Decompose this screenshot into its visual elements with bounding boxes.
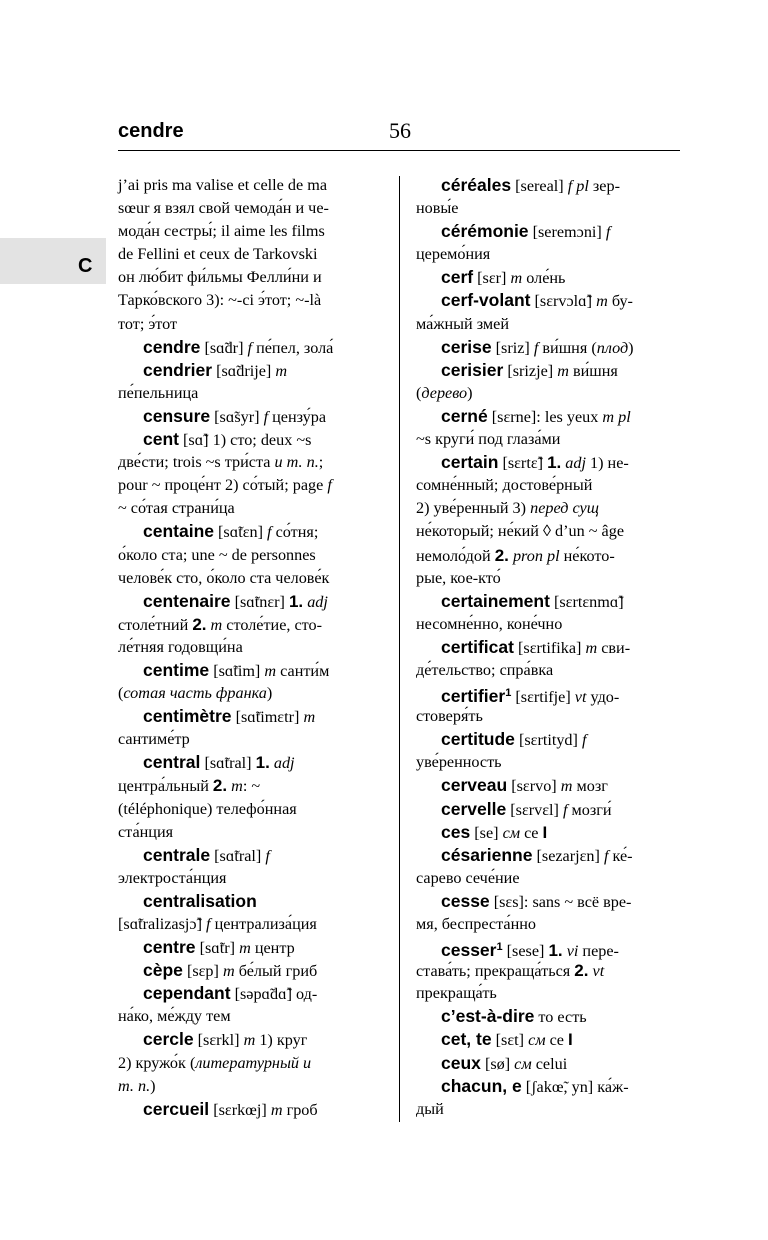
sense-number: 1. — [547, 453, 562, 473]
entry-text: зер- — [588, 177, 620, 195]
entry-text: [sɛrkl] — [193, 1031, 244, 1050]
grammar-label: m — [270, 1100, 283, 1119]
entry-text: сантиме́тр — [118, 730, 190, 749]
headword: cérémonie — [441, 221, 529, 242]
entry-line — [118, 1028, 368, 1051]
grammar-label: плод — [596, 338, 629, 357]
entry-line — [416, 913, 680, 936]
entry-text: мозг — [572, 777, 608, 796]
entry-text: мода́н сестры́; il aime les films — [118, 222, 325, 241]
grammar-label: m pl — [602, 407, 631, 426]
entry-text: [sɑ̃tr] — [195, 939, 240, 958]
entry-text: pour ~ проце́нт 2) со́тый; page — [118, 476, 328, 495]
entry-text: [sriz] — [491, 338, 534, 357]
grammar-label: m — [239, 939, 251, 958]
entry-text: [sɛp] — [182, 962, 223, 981]
entry-line — [118, 959, 368, 982]
entry-text: [se] — [470, 823, 503, 842]
left-column — [118, 174, 368, 1121]
grammar-label: m — [557, 361, 569, 380]
entry-text: не́который; не́кий ◊ d’un ~ âge — [416, 522, 625, 541]
entry-text: [sɛrtityd] — [514, 731, 582, 750]
grammar-label: f — [247, 338, 253, 357]
entry-text: [srizje] — [503, 361, 558, 380]
entry-text: ма́жный змей — [416, 314, 510, 333]
grammar-label: m — [264, 661, 277, 680]
entry-line — [416, 798, 680, 821]
sense-number: I — [568, 1030, 573, 1050]
entry-line — [416, 544, 680, 567]
headword: cent — [143, 429, 179, 450]
headword: ceux — [441, 1052, 481, 1073]
entry-text: [sɑ̃tralizasjɔ̃] — [118, 915, 207, 933]
grammar-label: m — [560, 777, 573, 796]
headword: cerf-volant — [441, 290, 531, 311]
entry-line — [416, 266, 680, 289]
entry-line — [416, 197, 680, 220]
entry-line — [118, 313, 368, 336]
entry-text: он лю́бит фи́льмы Фелли́ни и — [118, 268, 322, 287]
entry-text: j’ai pris ma valise et celle de ma — [118, 176, 327, 194]
grammar-label: m — [303, 708, 316, 727]
entry-text: две́сти; trois ~s три́ста — [118, 453, 275, 472]
entry-text: [sɑ̃syr] — [210, 407, 264, 426]
entry-text: [sɑ̃tral] — [210, 846, 266, 865]
headword: cerisier — [441, 359, 504, 380]
grammar-label: m — [243, 1031, 256, 1050]
grammar-label: f — [267, 523, 272, 542]
grammar-label: т. п. — [118, 1076, 151, 1095]
entry-text: [sɛrtifje] — [511, 688, 575, 707]
grammar-label: f pl — [567, 177, 589, 195]
entry-text: санти́м — [276, 661, 330, 680]
entry-text: о́коло ста; une ~ de personnes — [118, 545, 316, 564]
entry-text: [səpɑ̃dɑ̃] од- — [230, 985, 318, 1004]
entry-line — [118, 821, 368, 844]
column-divider — [399, 176, 400, 1122]
entry-line — [118, 451, 368, 474]
entry-text: пе́пел, зола́ — [252, 338, 334, 357]
entry-line — [416, 844, 680, 867]
entry-text: [sese] — [502, 942, 549, 961]
entry-text: 2) кружо́к ( — [118, 1053, 196, 1072]
entry-line — [416, 520, 680, 543]
entry-line — [416, 474, 680, 497]
sense-number: 1. — [255, 753, 270, 773]
headword: céréales — [441, 175, 512, 195]
grammar-label: m — [210, 615, 223, 634]
grammar-label: m — [275, 361, 288, 380]
homonym-index: 1 — [496, 941, 503, 954]
entry-text: гроб — [282, 1100, 318, 1119]
entry-line — [416, 1052, 680, 1075]
headword: certainement — [441, 590, 550, 611]
entry-line — [118, 1005, 368, 1028]
entry-text: столе́тний — [118, 615, 193, 634]
grammar-label: дерево — [421, 383, 468, 402]
headword: cèpe — [143, 960, 183, 981]
entry-line — [416, 289, 680, 312]
headword: centre — [143, 937, 196, 958]
header-rule — [118, 150, 680, 151]
entry-text: 1) не- — [585, 454, 629, 473]
headword: centenaire — [143, 590, 231, 611]
entry-text: ce — [545, 1031, 569, 1050]
entry-text: [sɛs]: sans ~ всё вре- — [489, 892, 632, 911]
headword: cercle — [143, 1029, 194, 1050]
entry-text: [sɛrvɛl] — [506, 800, 563, 819]
entry-text: celui — [531, 1054, 568, 1073]
entry-line — [118, 1075, 368, 1098]
entry-line — [416, 336, 680, 359]
headword: ces — [441, 821, 471, 842]
entry-text: несомне́нно, коне́чно — [416, 614, 563, 633]
grammar-label: vt — [592, 962, 605, 981]
entry-text: : ~ — [242, 777, 261, 796]
entry-text: de Fellini et ceux de Tarkovski — [118, 245, 318, 264]
entry-text: [sɛrkœj] — [209, 1100, 271, 1119]
right-column — [416, 174, 680, 1121]
entry-text: ви́шня — [568, 361, 618, 380]
headword: cendre — [143, 336, 201, 357]
entry-line — [416, 567, 680, 590]
headword: centrale — [143, 844, 211, 865]
entry-line — [416, 497, 680, 520]
entry-line — [118, 913, 368, 936]
entry-text: центра́льный — [118, 777, 213, 796]
entry-text: ста́нция — [118, 822, 174, 841]
entry-line — [416, 382, 680, 405]
headword: certain — [441, 452, 499, 473]
grammar-label: pron pl — [512, 546, 560, 565]
entry-text: ви́шня ( — [538, 338, 597, 357]
entry-text: уве́ренность — [416, 753, 502, 772]
entry-line — [416, 313, 680, 336]
entry-text: [sɑ̃tral] — [200, 754, 256, 773]
entry-text: не́кото- — [559, 546, 615, 565]
entry-text: ~ со́тая страни́ца — [118, 499, 235, 518]
grammar-label: литературный и — [195, 1053, 312, 1072]
entry-text: централиза́ция — [210, 915, 317, 933]
grammar-label: m — [222, 962, 235, 981]
entry-text: немоло́дой — [416, 546, 495, 565]
grammar-label: f — [581, 731, 587, 750]
entry-text: прекраща́ть — [416, 984, 497, 1003]
entry-text: [ʃakœ̃, yn] ка́ж- — [521, 1077, 629, 1096]
entry-text: цензу́ра — [268, 407, 327, 426]
grammar-label: adj — [307, 592, 328, 611]
grammar-label: f — [533, 338, 539, 357]
headword: cerveau — [441, 775, 508, 796]
entry-text: сарево сече́ние — [416, 868, 520, 887]
headword: centimètre — [143, 706, 232, 727]
headword: centime — [143, 659, 210, 680]
entry-text: ке́- — [608, 846, 633, 865]
headword: cerise — [441, 336, 492, 357]
entry-line — [118, 936, 368, 959]
headword: cercueil — [143, 1098, 210, 1119]
sense-number: 2. — [212, 776, 228, 796]
grammar-label: adj — [273, 754, 295, 773]
entry-text: става́ть; прекраща́ться — [416, 962, 575, 981]
entry-line — [118, 474, 368, 497]
entry-line — [416, 359, 680, 382]
entry-text: тот; э́тот — [118, 314, 178, 333]
entry-line — [416, 1075, 680, 1098]
grammar-label: vi — [566, 942, 579, 961]
headword: censure — [143, 405, 211, 426]
entry-line — [118, 266, 368, 289]
entry-line — [416, 243, 680, 266]
entry-line — [118, 174, 368, 197]
entry-line — [118, 636, 368, 659]
entry-line — [416, 1028, 680, 1051]
entry-text: [sɛr] — [473, 269, 511, 288]
sense-number: 1. — [288, 591, 304, 611]
entry-text: [sɛrvɔlɑ̃] — [530, 292, 597, 311]
entry-text: sœur я взял свой чемода́н и че- — [118, 199, 329, 218]
grammar-label: f — [263, 407, 269, 426]
page-number: 56 — [389, 118, 411, 143]
entry-line — [118, 682, 368, 705]
running-head — [118, 118, 680, 152]
headword: certificat — [441, 636, 514, 657]
entry-line — [118, 359, 368, 382]
entry-text: пе́пельница — [118, 383, 199, 402]
grammar-label: f — [265, 846, 270, 865]
entry-line — [118, 520, 368, 543]
entry-line — [118, 890, 368, 913]
entry-line — [416, 936, 680, 959]
entry-line — [416, 1098, 680, 1121]
entry-line — [416, 751, 680, 774]
entry-text: ) — [628, 338, 634, 357]
entry-text: ( — [416, 383, 422, 402]
entry-line — [118, 567, 368, 590]
entry-line — [416, 659, 680, 682]
entry-line — [118, 867, 368, 890]
grammar-label: f — [327, 476, 332, 495]
entry-text: [sɑ̃timɛtr] — [231, 708, 304, 727]
entry-text: электроста́нция — [118, 868, 227, 887]
running-head-word: cendre — [118, 120, 184, 142]
entry-line — [118, 774, 368, 797]
entry-text: [sɛrtɛ̃] — [498, 454, 548, 473]
grammar-label: перед сущ — [530, 499, 599, 518]
headword: cet, te — [441, 1029, 492, 1050]
entry-text: центр — [250, 939, 295, 958]
entry-line — [118, 497, 368, 520]
headword: cervelle — [441, 798, 507, 819]
entry-line — [118, 1098, 368, 1121]
entry-line — [118, 659, 368, 682]
entry-line — [118, 289, 368, 312]
entry-text: [sɑ̃] 1) сто; deux ~s — [178, 431, 312, 450]
entry-text: [sɛrne]: les yeux — [487, 407, 603, 426]
entry-text: [sø] — [480, 1054, 515, 1073]
entry-line — [118, 405, 368, 428]
entry-text: мя, беспреста́нно — [416, 915, 536, 933]
entry-line — [118, 544, 368, 567]
headword: cerf — [441, 267, 474, 288]
headword: central — [143, 752, 201, 773]
entry-line — [118, 336, 368, 359]
grammar-label: и т. п. — [274, 453, 319, 472]
entry-line — [118, 705, 368, 728]
entry-line — [118, 197, 368, 220]
entry-text: 2) уве́ренный 3) — [416, 499, 531, 518]
homonym-index: 1 — [505, 687, 512, 700]
sense-number: 1. — [548, 941, 563, 961]
entry-line — [416, 682, 680, 705]
entry-line — [416, 220, 680, 243]
headword: centaine — [143, 521, 214, 542]
entry-line — [416, 1005, 680, 1028]
entry-line — [118, 590, 368, 613]
entry-text: пере- — [578, 942, 619, 961]
entry-line — [416, 821, 680, 844]
sense-number: 2. — [192, 614, 207, 634]
entry-text: [sereal] — [511, 177, 568, 195]
entry-text: церемо́ния — [416, 245, 491, 264]
entry-text: [sɛrvo] — [507, 777, 561, 796]
entry-line — [118, 1052, 368, 1075]
entry-line — [416, 959, 680, 982]
entry-text: сви- — [597, 638, 631, 657]
entry-text: новы́е — [416, 199, 459, 218]
entry-line — [416, 174, 680, 197]
entry-line — [416, 890, 680, 913]
grammar-label: m — [596, 292, 608, 311]
entry-line — [416, 451, 680, 474]
entry-line — [118, 844, 368, 867]
entry-line — [118, 728, 368, 751]
entry-line — [416, 590, 680, 613]
grammar-label: f — [206, 915, 211, 933]
entry-line — [416, 867, 680, 890]
entry-text: [sɑ̃tim] — [209, 661, 265, 680]
headword: césarienne — [441, 844, 533, 865]
entry-text: на́ко, ме́жду тем — [118, 1007, 231, 1026]
entry-line — [416, 982, 680, 1005]
entry-text: [sezarjɛn] — [532, 846, 604, 865]
entry-text: со́тня; — [271, 523, 319, 542]
grammar-label: m — [231, 777, 243, 796]
headword: c’est-à-dire — [441, 1006, 535, 1027]
sense-number: 2. — [574, 961, 589, 981]
grammar-label: m — [585, 638, 598, 657]
entry-line — [416, 428, 680, 451]
entry-line — [118, 982, 368, 1005]
entry-line — [416, 613, 680, 636]
entry-text: [sɑ̃dr] — [200, 338, 248, 357]
headword: certifier — [441, 686, 506, 707]
entry-text: челове́к сто, о́коло ста челове́к — [118, 568, 330, 587]
headword: cendrier — [143, 359, 213, 380]
entry-line — [118, 751, 368, 774]
entry-line — [118, 243, 368, 266]
entry-line — [118, 220, 368, 243]
grammar-label: см — [514, 1054, 532, 1073]
headword: certitude — [441, 729, 515, 750]
grammar-label: f — [603, 846, 609, 865]
entry-text: Тарко́вского 3): ~-ci э́тот; ~-là — [118, 291, 322, 310]
grammar-label: adj — [565, 454, 586, 473]
entry-text: то есть — [534, 1008, 587, 1027]
sense-number: 2. — [494, 545, 509, 565]
entry-text: ce — [520, 823, 543, 842]
headword: cesse — [441, 890, 490, 911]
entry-text: [sɑ̃drije] — [212, 361, 276, 380]
entry-line — [416, 405, 680, 428]
entry-text: ) — [266, 684, 273, 703]
entry-text: [sɛrtifika] — [513, 638, 586, 657]
entry-text: ; — [318, 453, 324, 472]
entry-text: ~s круги́ под глаза́ми — [416, 430, 561, 449]
entry-line — [416, 705, 680, 728]
grammar-label: m — [510, 269, 523, 288]
entry-text: сомне́нный; достове́рный — [416, 476, 593, 495]
entry-text: ) — [150, 1076, 156, 1095]
headword: cesser — [441, 940, 497, 961]
entry-line — [118, 798, 368, 821]
grammar-label: vt — [574, 688, 587, 707]
entry-text: де́тельство; спра́вка — [416, 660, 554, 679]
entry-text: [sɑ̃tnɛr] — [230, 592, 289, 611]
headword: cependant — [143, 983, 231, 1004]
entry-text: рые, кое-кто́ — [416, 568, 501, 587]
entry-text: оле́нь — [522, 269, 566, 288]
entry-text: мозги́ — [567, 800, 612, 819]
entry-text: ( — [118, 684, 124, 703]
entry-line — [416, 636, 680, 659]
grammar-label: сотая часть франка — [123, 684, 267, 703]
grammar-label: см — [502, 823, 521, 842]
entry-text: [sɛt] — [491, 1031, 529, 1050]
entry-text: удо- — [586, 688, 620, 707]
entry-text: бу- — [607, 292, 633, 311]
entry-line — [416, 728, 680, 751]
headword: centralisation — [143, 890, 257, 911]
grammar-label: f — [605, 223, 611, 242]
entry-text: 1) круг — [255, 1031, 308, 1050]
thumb-index-letter: C — [78, 255, 93, 277]
entry-line — [118, 382, 368, 405]
entry-text: [sɛrtɛnmɑ̃] — [549, 592, 624, 611]
entry-line — [118, 613, 368, 636]
entry-text: дый — [416, 1099, 444, 1118]
entry-text: бе́лый гриб — [234, 962, 318, 981]
grammar-label: f — [562, 800, 568, 819]
entry-line — [416, 774, 680, 797]
entry-text: столе́тие, сто- — [222, 615, 323, 634]
sense-number: I — [542, 822, 548, 842]
entry-line — [118, 428, 368, 451]
grammar-label: см — [528, 1031, 546, 1050]
entry-text: [seremɔni] — [528, 223, 606, 242]
entry-text: ) — [467, 383, 473, 402]
headword: cerné — [441, 405, 488, 426]
headword: chacun, e — [441, 1075, 522, 1096]
entry-text: [sɑ̃tɛn] — [214, 523, 268, 542]
entry-text: стоверя́ть — [416, 707, 483, 726]
entry-text: (téléphonique) телефо́нная — [118, 799, 297, 818]
entry-text: ле́тняя годовщи́на — [118, 637, 243, 656]
